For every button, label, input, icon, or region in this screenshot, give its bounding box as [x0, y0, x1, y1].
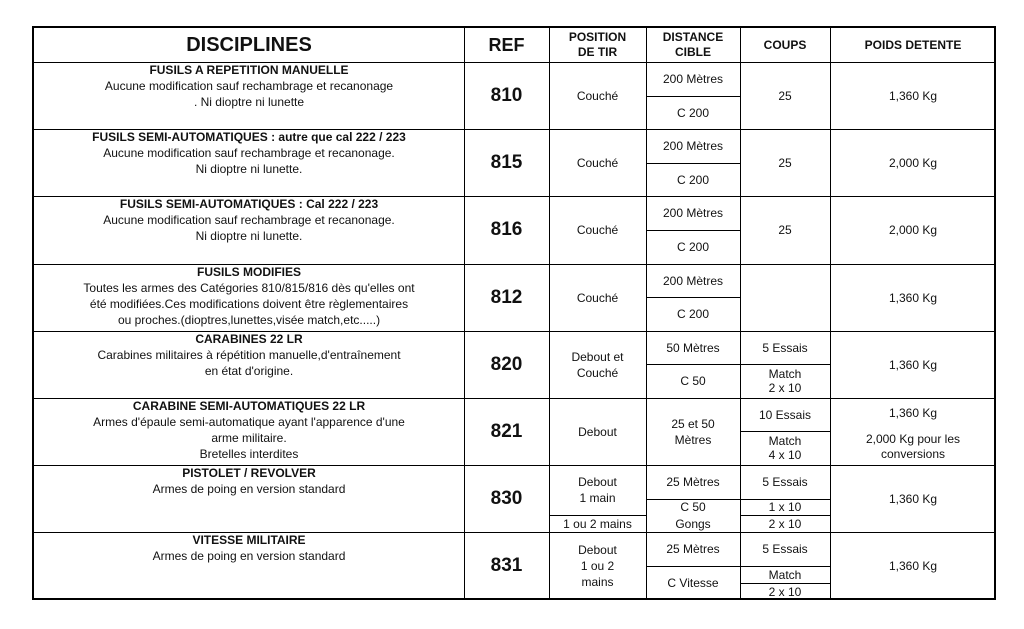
poids-line: conversions	[880, 446, 946, 461]
discipline-cell	[34, 130, 464, 177]
coups-top: 5 Essais	[762, 340, 808, 355]
coups-line: Match	[768, 367, 802, 381]
header-position-line2: DE TIR	[577, 45, 618, 59]
distance-bottom: C 200	[676, 240, 710, 254]
position-cell: Couché	[576, 223, 619, 237]
discipline-title: FUSILS SEMI-AUTOMATIQUES : autre que cal 222 / 223	[92, 130, 406, 144]
discipline-desc-line: Ni dioptre ni lunette.	[195, 229, 303, 243]
position-cell	[549, 465, 646, 515]
position-line: mains	[581, 575, 614, 589]
distance-top: 25 Mètres	[666, 475, 720, 489]
discipline-title: PISTOLET / REVOLVER	[182, 466, 316, 480]
poids-cell: 1,360 Kg	[888, 559, 938, 573]
discipline-title: FUSILS A REPETITION MANUELLE	[149, 63, 349, 77]
discipline-cell	[34, 466, 464, 497]
distance-top: 200 Mètres	[662, 139, 724, 153]
position-line: Couché	[576, 365, 619, 380]
ref-code: 830	[490, 487, 523, 509]
ref-code: 815	[490, 151, 523, 173]
coups-mid: 1 x 10	[768, 500, 802, 514]
discipline-desc-line: . Ni dioptre ni lunette	[193, 95, 305, 109]
distance-top: 25 Mètres	[666, 542, 720, 556]
position-cell	[549, 331, 646, 398]
poids-cell: 1,360 Kg	[888, 491, 938, 506]
header-ref: REF	[488, 35, 525, 55]
discipline-cell	[34, 332, 464, 379]
ref-code: 820	[490, 353, 523, 375]
distance-top: 200 Mètres	[662, 273, 724, 288]
discipline-desc-line: été modifiées.Ces modifications doivent être règlementaires	[89, 297, 409, 311]
distance-bottom: C 200	[676, 172, 710, 187]
coups-bottom	[740, 431, 830, 465]
discipline-desc-line: arme militaire.	[211, 431, 287, 445]
discipline-desc-line: Armes de poing en version standard	[152, 549, 346, 563]
discipline-desc-line: Ni dioptre ni lunette.	[195, 162, 303, 176]
position-bottom: 1 ou 2 mains	[563, 516, 632, 531]
header-distance-line1: DISTANCE	[662, 30, 724, 44]
position-line: Debout	[578, 543, 617, 557]
position-line: 1 main	[579, 491, 616, 505]
ref-code: 821	[490, 420, 523, 442]
coups-top: 5 Essais	[762, 475, 808, 489]
distance-bottom: C 200	[676, 307, 710, 321]
coups-top: 10 Essais	[758, 407, 812, 422]
discipline-desc-line: Carabines militaires à répétition manuelle,d'entraînement	[97, 348, 401, 362]
position-cell	[549, 532, 646, 600]
coups-cell: 25	[778, 88, 792, 103]
distance-mid: C 50	[680, 500, 706, 514]
distance-bottom: C Vitesse	[667, 576, 719, 590]
position-cell: Couché	[576, 155, 619, 170]
position-cell: Couché	[576, 88, 619, 103]
position-line: Debout	[578, 475, 617, 489]
coups-mid: Match	[768, 567, 802, 582]
poids-line: 2,000 Kg pour les	[865, 431, 961, 446]
coups-bottom	[740, 364, 830, 398]
poids-cell: 2,000 Kg	[888, 223, 938, 237]
position-cell: Debout	[578, 424, 617, 439]
coups-line: 2 x 10	[768, 381, 802, 395]
poids-cell: 1,360 Kg	[888, 357, 938, 372]
distance-line: 25 et 50	[671, 416, 715, 431]
discipline-title: CARABINES 22 LR	[195, 332, 303, 346]
coups-cell	[740, 264, 830, 331]
distance-bottom: C 50	[680, 374, 706, 388]
discipline-desc-line: Aucune modification sauf rechambrage et recanonage	[104, 79, 394, 93]
coups-cell: 25	[778, 223, 792, 237]
discipline-desc-line: Aucune modification sauf rechambrage et recanonage.	[103, 213, 395, 227]
ref-code: 831	[490, 555, 523, 576]
discipline-title: VITESSE MILITAIRE	[192, 533, 306, 547]
header-distance	[646, 28, 740, 62]
discipline-cell	[34, 399, 464, 462]
ref-code: 810	[490, 84, 523, 106]
discipline-desc-line: Armes de poing en version standard	[152, 482, 346, 496]
header-poids: POIDS DETENTE	[864, 37, 962, 52]
discipline-desc-line: Toutes les armes des Catégories 810/815/816 dès qu'elles ont	[83, 281, 415, 295]
header-coups: COUPS	[763, 37, 807, 52]
discipline-desc-line: en état d'origine.	[204, 364, 294, 378]
discipline-desc-line: ou proches.(dioptres,lunettes,visée match,etc.....)	[117, 313, 381, 327]
distance-line: Mètres	[674, 432, 712, 447]
discipline-desc-line: Armes d'épaule semi-automatique ayant l'apparence d'une	[93, 415, 405, 429]
distance-top: 200 Mètres	[662, 72, 724, 86]
discipline-desc-line: Bretelles interdites	[199, 447, 299, 461]
distance-bottom: C 200	[676, 105, 710, 120]
coups-bottom: 2 x 10	[768, 584, 802, 599]
position-line: Debout et	[571, 349, 624, 364]
discipline-cell	[34, 63, 464, 110]
distance-top: 50 Mètres	[666, 340, 720, 355]
discipline-desc-line: Aucune modification sauf rechambrage et recanonage.	[103, 146, 395, 160]
discipline-cell	[34, 197, 464, 244]
header-disciplines: DISCIPLINES	[186, 34, 312, 56]
distance-cell	[646, 398, 740, 465]
coups-top: 5 Essais	[762, 542, 808, 556]
coups-bottom: 2 x 10	[768, 516, 802, 531]
discipline-title: FUSILS SEMI-AUTOMATIQUES : Cal 222 / 223	[119, 197, 379, 211]
poids-cell: 1,360 Kg	[888, 88, 938, 103]
poids-cell: 1,360 Kg	[888, 290, 938, 305]
discipline-title: CARABINE SEMI-AUTOMATIQUES 22 LR	[132, 399, 366, 413]
header-position	[549, 28, 646, 62]
poids-cell: 2,000 Kg	[888, 155, 938, 170]
coups-line: Match	[768, 434, 802, 448]
header-position-line1: POSITION	[568, 30, 627, 44]
position-line: 1 ou 2	[580, 559, 615, 573]
poids-top: 1,360 Kg	[888, 406, 938, 420]
discipline-cell	[34, 533, 464, 564]
distance-top: 200 Mètres	[662, 206, 724, 220]
coups-cell: 25	[778, 155, 792, 170]
ref-code: 816	[490, 219, 523, 240]
discipline-cell	[34, 265, 464, 328]
position-cell: Couché	[576, 290, 619, 305]
disciplines-table	[32, 26, 996, 600]
coups-line: 4 x 10	[768, 448, 802, 462]
ref-code: 812	[490, 286, 523, 308]
distance-bottom: Gongs	[675, 516, 711, 531]
poids-bottom	[830, 428, 996, 465]
discipline-title: FUSILS MODIFIES	[196, 265, 301, 279]
header-distance-line2: CIBLE	[675, 45, 711, 59]
